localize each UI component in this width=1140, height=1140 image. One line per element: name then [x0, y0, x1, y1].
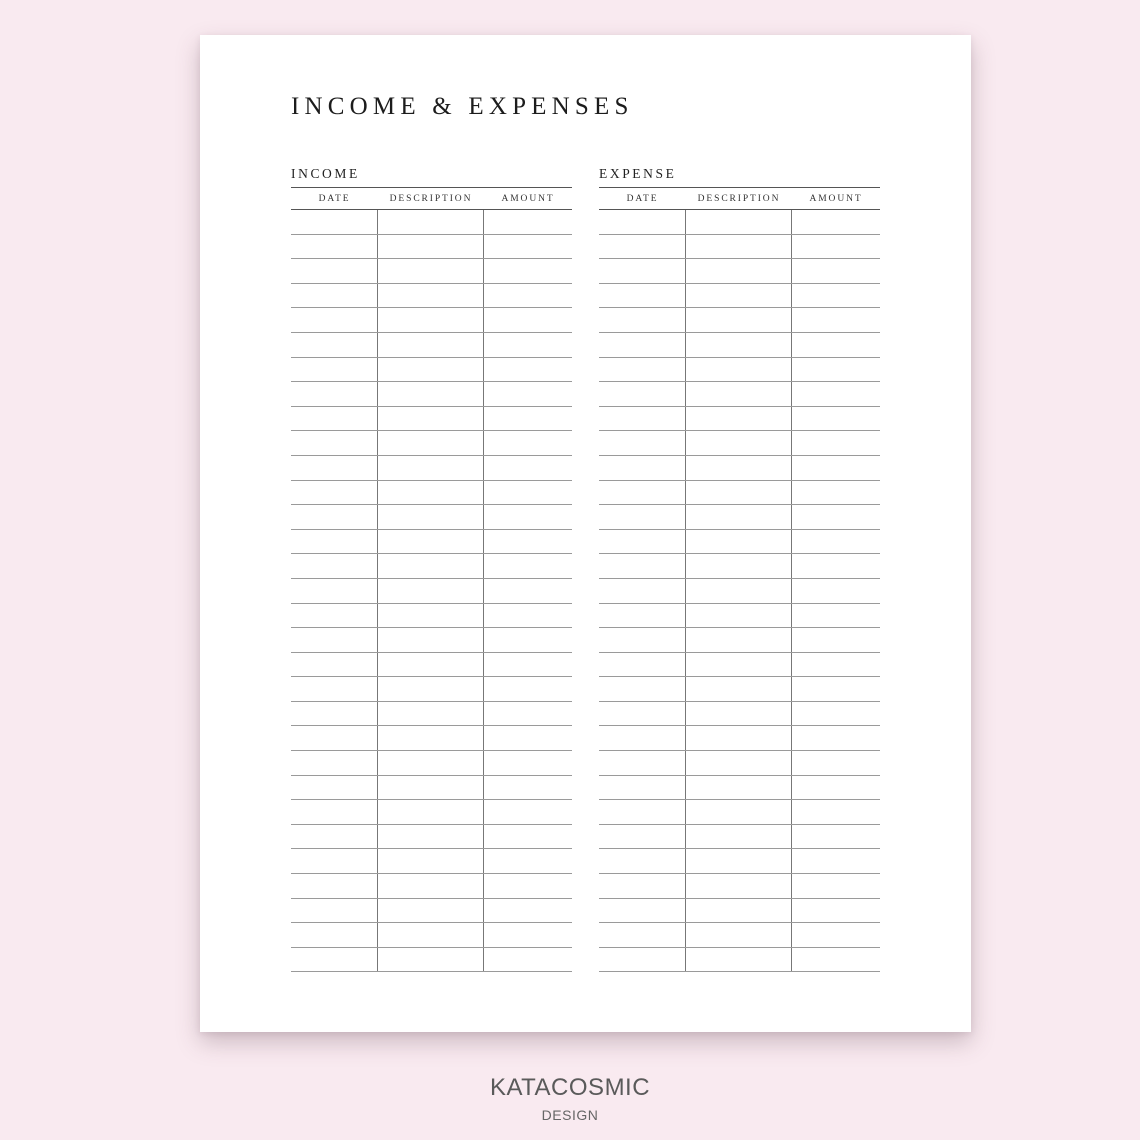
expense-table-row — [599, 210, 880, 235]
income-amount-cell[interactable] — [484, 358, 572, 382]
expense-date-cell[interactable] — [599, 456, 686, 480]
income-description-cell[interactable] — [378, 382, 484, 406]
expense-description-cell[interactable] — [686, 874, 792, 898]
expense-date-cell[interactable] — [599, 505, 686, 529]
expense-date-cell[interactable] — [599, 235, 686, 259]
income-table-row — [291, 382, 572, 407]
expense-table-row — [599, 726, 880, 751]
expense-amount-cell[interactable] — [792, 899, 880, 923]
expense-date-cell[interactable] — [599, 604, 686, 628]
income-table-row — [291, 284, 572, 309]
expense-amount-cell[interactable] — [792, 604, 880, 628]
income-amount-cell[interactable] — [484, 382, 572, 406]
expense-amount-cell[interactable] — [792, 235, 880, 259]
income-description-cell[interactable] — [378, 948, 484, 972]
income-table-row — [291, 579, 572, 604]
expense-column-headers — [599, 188, 880, 210]
income-description-cell[interactable] — [378, 751, 484, 775]
income-date-cell[interactable] — [291, 210, 378, 234]
income-amount-cell[interactable] — [484, 579, 572, 603]
expense-table-row — [599, 776, 880, 801]
income-column-headers — [291, 188, 572, 210]
expense-date-cell[interactable] — [599, 554, 686, 578]
income-description-cell[interactable] — [378, 653, 484, 677]
income-description-cell[interactable] — [378, 407, 484, 431]
expense-table-row — [599, 505, 880, 530]
income-date-cell[interactable] — [291, 653, 378, 677]
expense-description-cell[interactable] — [686, 677, 792, 701]
income-amount-cell[interactable] — [484, 259, 572, 283]
income-table-row — [291, 333, 572, 358]
expense-amount-cell[interactable] — [792, 358, 880, 382]
income-table-row — [291, 874, 572, 899]
expense-table-row — [599, 235, 880, 260]
expense-date-cell[interactable] — [599, 825, 686, 849]
expense-amount-cell[interactable] — [792, 825, 880, 849]
expense-amount-cell[interactable] — [792, 628, 880, 652]
expense-amount-cell[interactable] — [792, 923, 880, 947]
income-description-cell[interactable] — [378, 899, 484, 923]
income-date-cell[interactable] — [291, 308, 378, 332]
income-amount-cell[interactable] — [484, 210, 572, 234]
income-date-cell[interactable] — [291, 604, 378, 628]
expense-section-title: EXPENSE — [599, 167, 880, 188]
expense-description-cell[interactable] — [686, 948, 792, 972]
expense-description-cell[interactable] — [686, 530, 792, 554]
expense-description-cell[interactable] — [686, 800, 792, 824]
income-amount-cell[interactable] — [484, 677, 572, 701]
expense-description-header: DESCRIPTION — [697, 194, 781, 204]
expense-description-cell[interactable] — [686, 431, 792, 455]
expense-date-cell[interactable] — [599, 431, 686, 455]
expense-amount-cell[interactable] — [792, 382, 880, 406]
income-description-cell[interactable] — [378, 604, 484, 628]
income-description-cell[interactable] — [378, 677, 484, 701]
income-amount-cell[interactable] — [484, 874, 572, 898]
income-table-row — [291, 923, 572, 948]
expense-date-cell[interactable] — [599, 653, 686, 677]
income-date-cell[interactable] — [291, 382, 378, 406]
expense-table-row — [599, 358, 880, 383]
income-amount-cell[interactable] — [484, 604, 572, 628]
income-table-row — [291, 899, 572, 924]
expense-table-row — [599, 825, 880, 850]
income-amount-cell[interactable] — [484, 751, 572, 775]
income-amount-cell[interactable] — [484, 333, 572, 357]
expense-description-cell[interactable] — [686, 210, 792, 234]
expense-amount-cell[interactable] — [792, 751, 880, 775]
income-amount-cell[interactable] — [484, 899, 572, 923]
expense-amount-cell[interactable] — [792, 702, 880, 726]
income-table-row — [291, 308, 572, 333]
income-table-row — [291, 628, 572, 653]
income-amount-cell[interactable] — [484, 800, 572, 824]
expense-amount-cell[interactable] — [792, 284, 880, 308]
expense-description-cell[interactable] — [686, 628, 792, 652]
income-table-row — [291, 653, 572, 678]
expense-rows — [599, 210, 880, 972]
expense-date-cell[interactable] — [599, 481, 686, 505]
expense-date-cell[interactable] — [599, 628, 686, 652]
expense-description-cell[interactable] — [686, 259, 792, 283]
expense-table-row — [599, 456, 880, 481]
income-table-row — [291, 849, 572, 874]
income-date-cell[interactable] — [291, 456, 378, 480]
expense-date-cell[interactable] — [599, 284, 686, 308]
expense-amount-cell[interactable] — [792, 308, 880, 332]
income-table-row — [291, 604, 572, 629]
income-description-cell[interactable] — [378, 579, 484, 603]
expense-description-cell[interactable] — [686, 505, 792, 529]
expense-date-cell[interactable] — [599, 751, 686, 775]
brand-name: KATACOSMIC — [489, 1074, 651, 1101]
expense-date-cell[interactable] — [599, 259, 686, 283]
income-date-header: DATE — [318, 194, 351, 204]
income-description-cell[interactable] — [378, 776, 484, 800]
income-amount-cell[interactable] — [484, 923, 572, 947]
page-title: INCOME & EXPENSES — [291, 93, 634, 120]
income-description-cell[interactable] — [378, 235, 484, 259]
income-date-cell[interactable] — [291, 407, 378, 431]
expense-description-cell[interactable] — [686, 235, 792, 259]
income-table-row — [291, 530, 572, 555]
expense-amount-cell[interactable] — [792, 948, 880, 972]
income-date-cell[interactable] — [291, 899, 378, 923]
income-description-cell[interactable] — [378, 628, 484, 652]
expense-description-cell[interactable] — [686, 308, 792, 332]
expense-table-row — [599, 407, 880, 432]
income-table-row — [291, 481, 572, 506]
expense-description-cell[interactable] — [686, 382, 792, 406]
income-date-cell[interactable] — [291, 431, 378, 455]
expense-amount-cell[interactable] — [792, 579, 880, 603]
expense-table-row — [599, 481, 880, 506]
expense-date-header: DATE — [626, 194, 659, 204]
income-date-cell[interactable] — [291, 923, 378, 947]
expense-amount-cell[interactable] — [792, 800, 880, 824]
income-date-cell[interactable] — [291, 530, 378, 554]
income-date-cell[interactable] — [291, 677, 378, 701]
income-amount-cell[interactable] — [484, 653, 572, 677]
planner-sheet — [200, 35, 971, 1032]
income-description-cell[interactable] — [378, 726, 484, 750]
income-description-cell[interactable] — [378, 825, 484, 849]
expense-amount-cell[interactable] — [792, 530, 880, 554]
income-table-row — [291, 505, 572, 530]
income-table-row — [291, 800, 572, 825]
expense-date-cell[interactable] — [599, 849, 686, 873]
income-description-header: DESCRIPTION — [389, 194, 473, 204]
expense-description-cell[interactable] — [686, 554, 792, 578]
expense-description-cell[interactable] — [686, 481, 792, 505]
income-table-row — [291, 776, 572, 801]
expense-amount-cell[interactable] — [792, 874, 880, 898]
expense-date-cell[interactable] — [599, 899, 686, 923]
income-date-cell[interactable] — [291, 948, 378, 972]
income-table-row — [291, 948, 572, 973]
expense-amount-cell[interactable] — [792, 456, 880, 480]
income-amount-cell[interactable] — [484, 481, 572, 505]
expense-table-row — [599, 677, 880, 702]
income-date-cell[interactable] — [291, 579, 378, 603]
expense-date-cell[interactable] — [599, 530, 686, 554]
income-description-cell[interactable] — [378, 554, 484, 578]
income-description-cell[interactable] — [378, 923, 484, 947]
expense-description-cell[interactable] — [686, 604, 792, 628]
income-date-cell[interactable] — [291, 554, 378, 578]
expense-table-row — [599, 849, 880, 874]
expense-amount-cell[interactable] — [792, 653, 880, 677]
income-description-cell[interactable] — [378, 431, 484, 455]
expense-description-cell[interactable] — [686, 456, 792, 480]
expense-date-cell[interactable] — [599, 333, 686, 357]
income-table-row — [291, 235, 572, 260]
income-table-row — [291, 726, 572, 751]
expense-description-cell[interactable] — [686, 776, 792, 800]
expense-table-row — [599, 653, 880, 678]
expense-amount-cell[interactable] — [792, 776, 880, 800]
income-description-cell[interactable] — [378, 259, 484, 283]
income-description-cell[interactable] — [378, 530, 484, 554]
expense-table-row — [599, 431, 880, 456]
expense-date-cell[interactable] — [599, 948, 686, 972]
income-date-cell[interactable] — [291, 800, 378, 824]
expense-table-row — [599, 874, 880, 899]
income-ledger — [291, 167, 572, 972]
expense-table-row — [599, 284, 880, 309]
expense-amount-cell[interactable] — [792, 677, 880, 701]
income-date-cell[interactable] — [291, 702, 378, 726]
income-date-cell[interactable] — [291, 874, 378, 898]
expense-date-cell[interactable] — [599, 358, 686, 382]
expense-table-row — [599, 530, 880, 555]
income-amount-cell[interactable] — [484, 702, 572, 726]
income-description-cell[interactable] — [378, 849, 484, 873]
expense-description-cell[interactable] — [686, 849, 792, 873]
income-amount-cell[interactable] — [484, 505, 572, 529]
income-date-cell[interactable] — [291, 751, 378, 775]
income-description-cell[interactable] — [378, 308, 484, 332]
income-date-cell[interactable] — [291, 358, 378, 382]
income-amount-cell[interactable] — [484, 407, 572, 431]
income-description-cell[interactable] — [378, 702, 484, 726]
expense-table-row — [599, 899, 880, 924]
expense-description-cell[interactable] — [686, 726, 792, 750]
income-date-cell[interactable] — [291, 726, 378, 750]
expense-table-row — [599, 333, 880, 358]
income-table-row — [291, 456, 572, 481]
expense-amount-cell[interactable] — [792, 849, 880, 873]
income-amount-cell[interactable] — [484, 628, 572, 652]
expense-table-row — [599, 604, 880, 629]
income-description-cell[interactable] — [378, 505, 484, 529]
expense-amount-cell[interactable] — [792, 431, 880, 455]
income-date-cell[interactable] — [291, 505, 378, 529]
income-rows — [291, 210, 572, 972]
expense-table-row — [599, 259, 880, 284]
expense-amount-cell[interactable] — [792, 333, 880, 357]
expense-amount-cell[interactable] — [792, 726, 880, 750]
income-date-cell[interactable] — [291, 849, 378, 873]
income-description-cell[interactable] — [378, 210, 484, 234]
expense-table-row — [599, 382, 880, 407]
income-table-row — [291, 358, 572, 383]
expense-date-cell[interactable] — [599, 776, 686, 800]
income-amount-header: AMOUNT — [501, 194, 555, 204]
expense-date-cell[interactable] — [599, 874, 686, 898]
expense-date-cell[interactable] — [599, 382, 686, 406]
income-table-row — [291, 259, 572, 284]
expense-date-cell[interactable] — [599, 726, 686, 750]
income-description-cell[interactable] — [378, 456, 484, 480]
expense-date-cell[interactable] — [599, 210, 686, 234]
expense-table-row — [599, 751, 880, 776]
income-amount-cell[interactable] — [484, 284, 572, 308]
income-amount-cell[interactable] — [484, 948, 572, 972]
expense-amount-header: AMOUNT — [809, 194, 863, 204]
expense-date-cell[interactable] — [599, 579, 686, 603]
expense-date-cell[interactable] — [599, 308, 686, 332]
income-table-row — [291, 702, 572, 727]
expense-table-row — [599, 948, 880, 973]
income-description-cell[interactable] — [378, 874, 484, 898]
income-date-cell[interactable] — [291, 284, 378, 308]
income-amount-cell[interactable] — [484, 530, 572, 554]
income-amount-cell[interactable] — [484, 235, 572, 259]
expense-description-cell[interactable] — [686, 407, 792, 431]
expense-table-row — [599, 628, 880, 653]
expense-table-row — [599, 554, 880, 579]
income-amount-cell[interactable] — [484, 849, 572, 873]
income-table-row — [291, 554, 572, 579]
income-description-cell[interactable] — [378, 481, 484, 505]
income-table-row — [291, 825, 572, 850]
expense-description-cell[interactable] — [686, 358, 792, 382]
expense-date-cell[interactable] — [599, 923, 686, 947]
expense-table-row — [599, 800, 880, 825]
income-amount-cell[interactable] — [484, 776, 572, 800]
expense-description-cell[interactable] — [686, 653, 792, 677]
expense-amount-cell[interactable] — [792, 259, 880, 283]
income-amount-cell[interactable] — [484, 825, 572, 849]
expense-date-cell[interactable] — [599, 407, 686, 431]
expense-description-cell[interactable] — [686, 579, 792, 603]
income-date-cell[interactable] — [291, 628, 378, 652]
income-date-cell[interactable] — [291, 259, 378, 283]
income-section-title: INCOME — [291, 167, 572, 188]
income-table-row — [291, 431, 572, 456]
income-table-row — [291, 407, 572, 432]
expense-amount-cell[interactable] — [792, 210, 880, 234]
expense-description-cell[interactable] — [686, 333, 792, 357]
expense-description-cell[interactable] — [686, 923, 792, 947]
expense-date-cell[interactable] — [599, 677, 686, 701]
income-description-cell[interactable] — [378, 333, 484, 357]
income-table-row — [291, 751, 572, 776]
expense-table-row — [599, 702, 880, 727]
income-date-cell[interactable] — [291, 481, 378, 505]
expense-description-cell[interactable] — [686, 825, 792, 849]
income-date-cell[interactable] — [291, 333, 378, 357]
expense-amount-cell[interactable] — [792, 505, 880, 529]
expense-description-cell[interactable] — [686, 284, 792, 308]
expense-amount-cell[interactable] — [792, 481, 880, 505]
expense-date-cell[interactable] — [599, 702, 686, 726]
income-description-cell[interactable] — [378, 800, 484, 824]
expense-date-cell[interactable] — [599, 800, 686, 824]
expense-amount-cell[interactable] — [792, 554, 880, 578]
expense-table-row — [599, 579, 880, 604]
expense-description-cell[interactable] — [686, 702, 792, 726]
income-description-cell[interactable] — [378, 358, 484, 382]
expense-ledger — [599, 167, 880, 972]
income-amount-cell[interactable] — [484, 431, 572, 455]
income-date-cell[interactable] — [291, 825, 378, 849]
income-amount-cell[interactable] — [484, 726, 572, 750]
expense-table-row — [599, 308, 880, 333]
income-amount-cell[interactable] — [484, 456, 572, 480]
expense-description-cell[interactable] — [686, 751, 792, 775]
expense-description-cell[interactable] — [686, 899, 792, 923]
income-table-row — [291, 677, 572, 702]
expense-table-row — [599, 923, 880, 948]
income-description-cell[interactable] — [378, 284, 484, 308]
income-date-cell[interactable] — [291, 235, 378, 259]
expense-amount-cell[interactable] — [792, 407, 880, 431]
income-amount-cell[interactable] — [484, 554, 572, 578]
income-table-row — [291, 210, 572, 235]
income-date-cell[interactable] — [291, 776, 378, 800]
brand-subtitle: DESIGN — [541, 1107, 599, 1123]
income-amount-cell[interactable] — [484, 308, 572, 332]
